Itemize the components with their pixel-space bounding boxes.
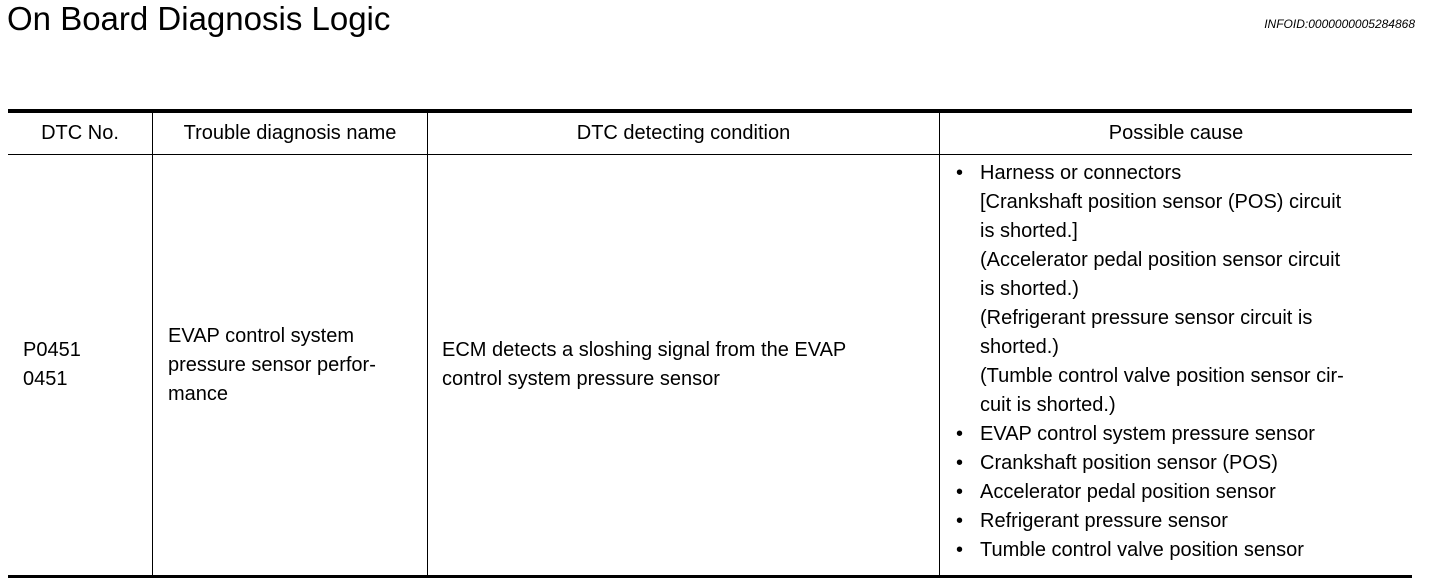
cell-dtc-no — [8, 155, 153, 575]
cause-item: • Accelerator pedal position sensor — [956, 478, 1344, 507]
cause-continuation: is shorted.] — [980, 220, 1078, 242]
cause-item: • Crankshaft position sensor (POS) — [956, 449, 1344, 478]
dtc-lines — [23, 336, 81, 394]
cell-dtc-detecting-condition — [428, 155, 940, 575]
name-line: pressure sensor perfor- — [168, 353, 376, 376]
condition-line: control system pressure sensor — [442, 368, 720, 390]
condition-lines — [442, 336, 846, 394]
name-lines — [168, 322, 376, 409]
cause-continuation: is shorted.) — [980, 278, 1079, 300]
page-title: On Board Diagnosis Logic — [7, 0, 391, 37]
cause-continuation: cuit is shorted.) — [980, 394, 1116, 416]
header-dtc-no: DTC No. — [8, 113, 153, 155]
cause-item: • Refrigerant pressure sensor — [956, 507, 1344, 536]
dtc-code-line: 0451 — [23, 368, 68, 390]
cause-continuation: shorted.) — [980, 336, 1059, 358]
condition-line: ECM detects a sloshing signal from the EVAP — [442, 339, 847, 361]
cause-continuation: (Accelerator pedal position sensor circuit — [980, 249, 1341, 271]
cause-continuation: (Tumble control valve position sensor cir- — [980, 365, 1344, 387]
name-line: mance — [168, 382, 229, 405]
cause-continuation: (Refrigerant pressure sensor circuit is — [980, 307, 1313, 329]
cause-item: • Harness or connectors — [956, 159, 1344, 188]
cause-continuation: [Crankshaft position sensor (POS) circuit — [980, 191, 1342, 213]
header-possible-cause: Possible cause — [940, 113, 1412, 155]
info-id: INFOID:0000000005284868 — [1264, 17, 1415, 31]
cell-trouble-diagnosis-name — [153, 155, 428, 575]
cause-item: • EVAP control system pressure sensor — [956, 420, 1344, 449]
header-dtc-detecting-condition: DTC detecting condition — [428, 113, 940, 155]
dtc-code-line: P0451 — [23, 339, 81, 361]
cause-item: • Tumble control valve position sensor — [956, 536, 1344, 565]
name-line: EVAP control system — [168, 324, 354, 347]
dtc-table — [8, 109, 1412, 578]
cell-possible-cause — [940, 155, 1412, 575]
possible-cause-list — [956, 159, 1344, 565]
header-trouble-diagnosis-name: Trouble diagnosis name — [153, 113, 428, 155]
